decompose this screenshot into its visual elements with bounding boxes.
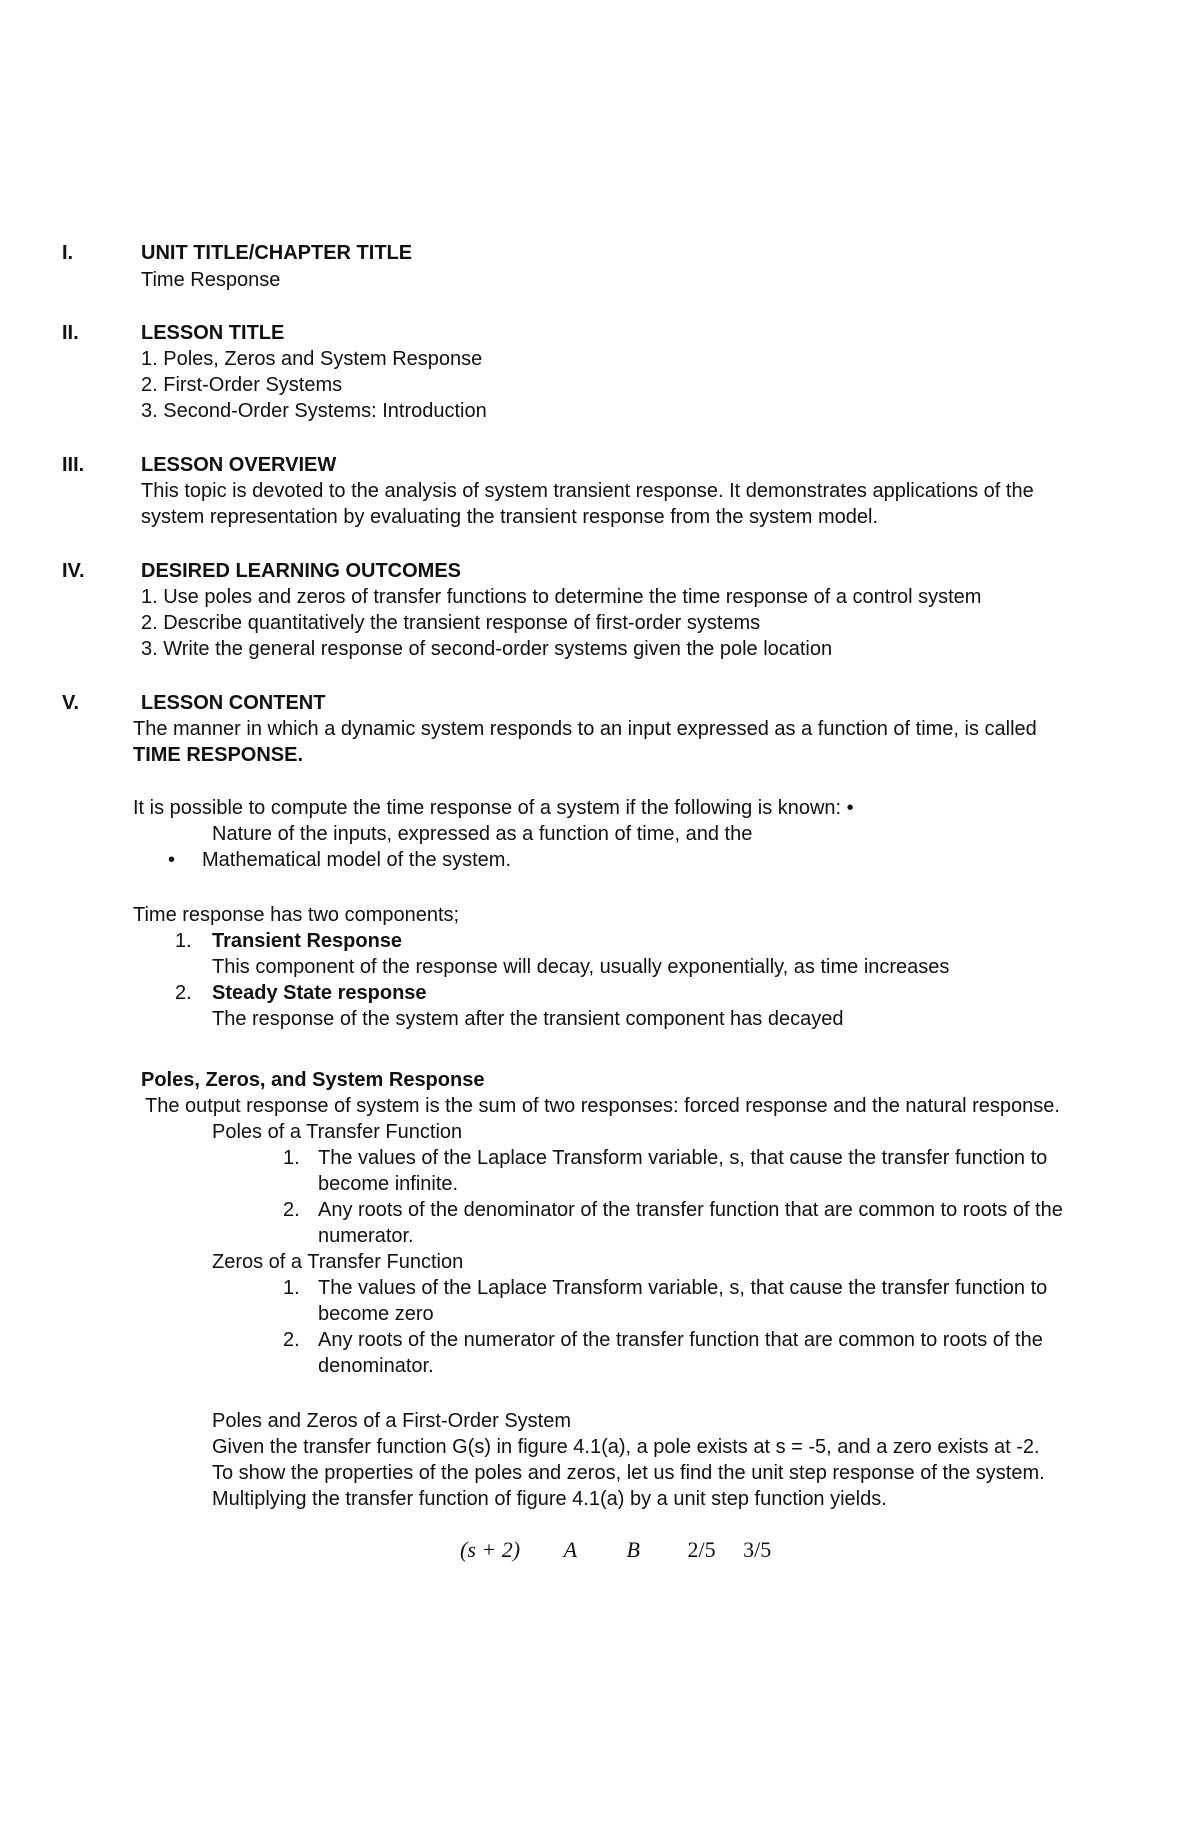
section-5-numeral: V.: [62, 692, 80, 714]
list-number: 1.: [283, 1147, 300, 1169]
list-item-text: become zero: [318, 1303, 434, 1325]
section-2-heading: LESSON TITLE: [141, 322, 285, 344]
lesson-title-item: 3. Second-Order Systems: Introduction: [141, 400, 487, 422]
equation-term: A: [563, 1537, 578, 1562]
section-5-heading: LESSON CONTENT: [141, 692, 326, 714]
list-item-text: Any roots of the denominator of the transfer function that are common to roots of the: [318, 1199, 1063, 1221]
lesson-title-item: 1. Poles, Zeros and System Response: [141, 348, 483, 370]
equation: [460, 1536, 771, 1564]
outcome-item: 1. Use poles and zeros of transfer functions to determine the time response of a control system: [141, 586, 982, 608]
component-number: 1.: [175, 930, 192, 952]
known-item: Nature of the inputs, expressed as a function of time, and the: [212, 823, 753, 845]
section-4-numeral: IV.: [62, 560, 85, 582]
list-item-text: denominator.: [318, 1355, 434, 1377]
list-item-text: The values of the Laplace Transform variable, s, that cause the transfer function to: [318, 1277, 1048, 1299]
first-order-line: Multiplying the transfer function of figure 4.1(a) by a unit step function yields.: [212, 1488, 887, 1510]
outcome-item: 2. Describe quantitatively the transient response of first-order systems: [141, 612, 761, 634]
overview-line: system representation by evaluating the transient response from the system model.: [141, 506, 879, 528]
section-2-numeral: II.: [62, 322, 79, 344]
intro-line: The manner in which a dynamic system responds to an input expressed as a function of time, is called: [133, 718, 1037, 740]
subsection-heading: Poles, Zeros, and System Response: [141, 1069, 485, 1091]
section-3-heading: LESSON OVERVIEW: [141, 454, 337, 476]
list-number: 2.: [283, 1329, 300, 1351]
section-3-numeral: III.: [62, 454, 85, 476]
section-1-body: Time Response: [141, 269, 281, 291]
zeros-title: Zeros of a Transfer Function: [212, 1251, 464, 1273]
list-number: 1.: [283, 1277, 300, 1299]
bullet-icon: •: [168, 849, 176, 871]
component-desc: This component of the response will decay, usually exponentially, as time increases: [212, 956, 950, 978]
subsection-intro: The output response of system is the sum of two responses: forced response and the natural response.: [145, 1095, 1060, 1117]
poles-title: Poles of a Transfer Function: [212, 1121, 463, 1143]
list-item-text: Any roots of the numerator of the transfer function that are common to roots of the: [318, 1329, 1043, 1351]
list-item-text: become infinite.: [318, 1173, 459, 1195]
list-item-text: numerator.: [318, 1225, 414, 1247]
equation-term: B: [626, 1537, 640, 1562]
list-number: 2.: [283, 1199, 300, 1221]
equation-term: (s + 2): [460, 1537, 521, 1562]
intro-term: TIME RESPONSE.: [133, 744, 304, 766]
components-intro: Time response has two components;: [133, 904, 460, 926]
known-item: Mathematical model of the system.: [202, 849, 512, 871]
first-order-title: Poles and Zeros of a First-Order System: [212, 1410, 572, 1432]
first-order-line: Given the transfer function G(s) in figure 4.1(a), a pole exists at s = -5, and a zero exists at -2.: [212, 1436, 1040, 1458]
component-number: 2.: [175, 982, 192, 1004]
known-intro: It is possible to compute the time response of a system if the following is known: •: [133, 797, 854, 819]
section-1-heading: UNIT TITLE/CHAPTER TITLE: [141, 242, 413, 264]
component-desc: The response of the system after the transient component has decayed: [212, 1008, 844, 1030]
first-order-line: To show the properties of the poles and zeros, let us find the unit step response of the system.: [212, 1462, 1045, 1484]
component-title: Steady State response: [212, 982, 427, 1004]
section-4-heading: DESIRED LEARNING OUTCOMES: [141, 560, 462, 582]
overview-line: This topic is devoted to the analysis of system transient response. It demonstrates applications of the: [141, 480, 1034, 502]
list-item-text: The values of the Laplace Transform variable, s, that cause the transfer function to: [318, 1147, 1048, 1169]
equation-term: 2/5: [687, 1537, 716, 1562]
equation-term: 3/5: [743, 1537, 772, 1562]
lesson-title-item: 2. First-Order Systems: [141, 374, 343, 396]
section-1-numeral: I.: [62, 242, 74, 264]
component-title: Transient Response: [212, 930, 403, 952]
outcome-item: 3. Write the general response of second-order systems given the pole location: [141, 638, 833, 660]
